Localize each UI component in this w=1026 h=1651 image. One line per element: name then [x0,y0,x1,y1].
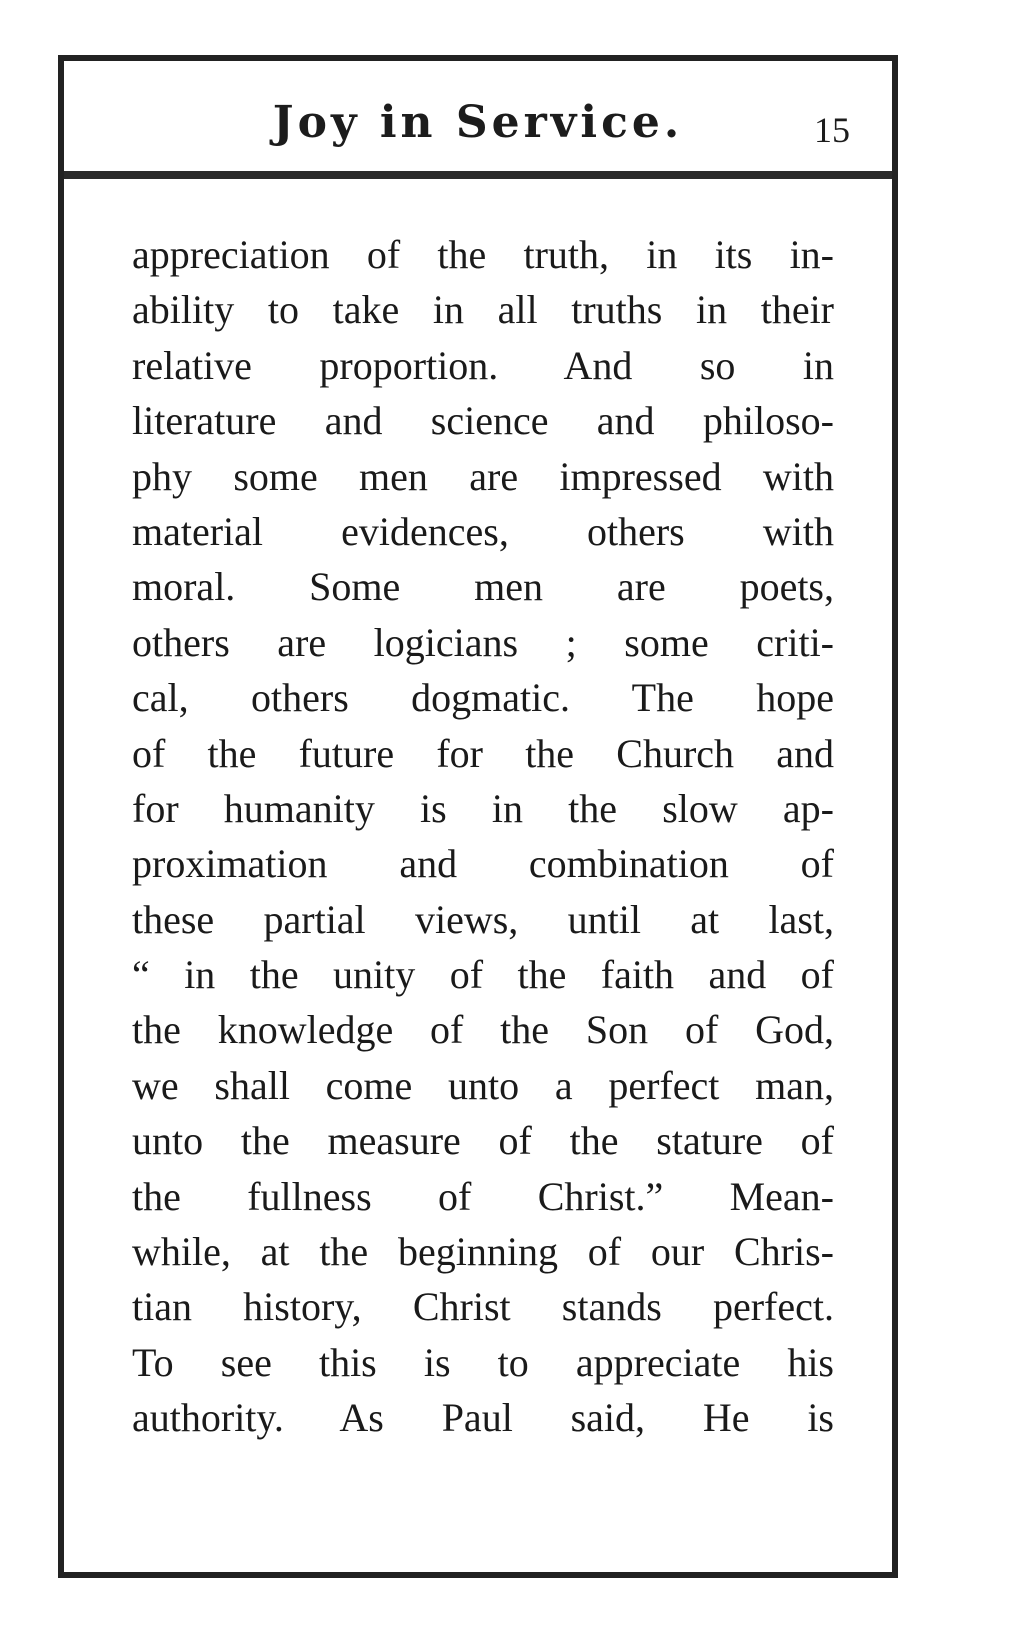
page-frame [58,55,898,1578]
page-header [64,61,892,179]
body-text [132,227,834,1446]
text-line: the fullness of Christ.” Mean- [132,1173,834,1219]
text-line: unto the measure of the stature of [132,1118,834,1164]
text-line: ability to take in all truths in their [132,287,834,333]
text-line: phy some men are impressed with [132,453,834,499]
text-line: moral. Some men are poets, [132,564,834,610]
text-line: relative proportion. And so in [132,342,834,388]
text-line: for humanity is in the slow ap- [132,785,834,831]
text-line: others are logicians ; some criti- [132,619,834,665]
text-line: the knowledge of the Son of God, [132,1007,834,1053]
text-line: while, at the beginning of our Chris- [132,1229,834,1275]
running-title: Joy in Service. [272,97,684,148]
page-number: 15 [814,110,850,150]
text-line: authority. As Paul said, He is [132,1395,834,1441]
text-line: proximation and combination of [132,841,834,887]
text-line: of the future for the Church and [132,730,834,776]
text-line: we shall come unto a perfect man, [132,1062,834,1108]
text-line: To see this is to appreciate his [132,1339,834,1385]
text-line: appreciation of the truth, in its in- [132,232,834,277]
text-line: cal, others dogmatic. The hope [132,675,834,721]
text-line: literature and science and philoso- [132,398,834,444]
text-line: tian history, Christ stands perfect. [132,1284,834,1330]
text-line: these partial views, until at last, [132,896,834,942]
text-line: “ in the unity of the faith and of [132,952,834,998]
text-line: material evidences, others with [132,508,834,554]
